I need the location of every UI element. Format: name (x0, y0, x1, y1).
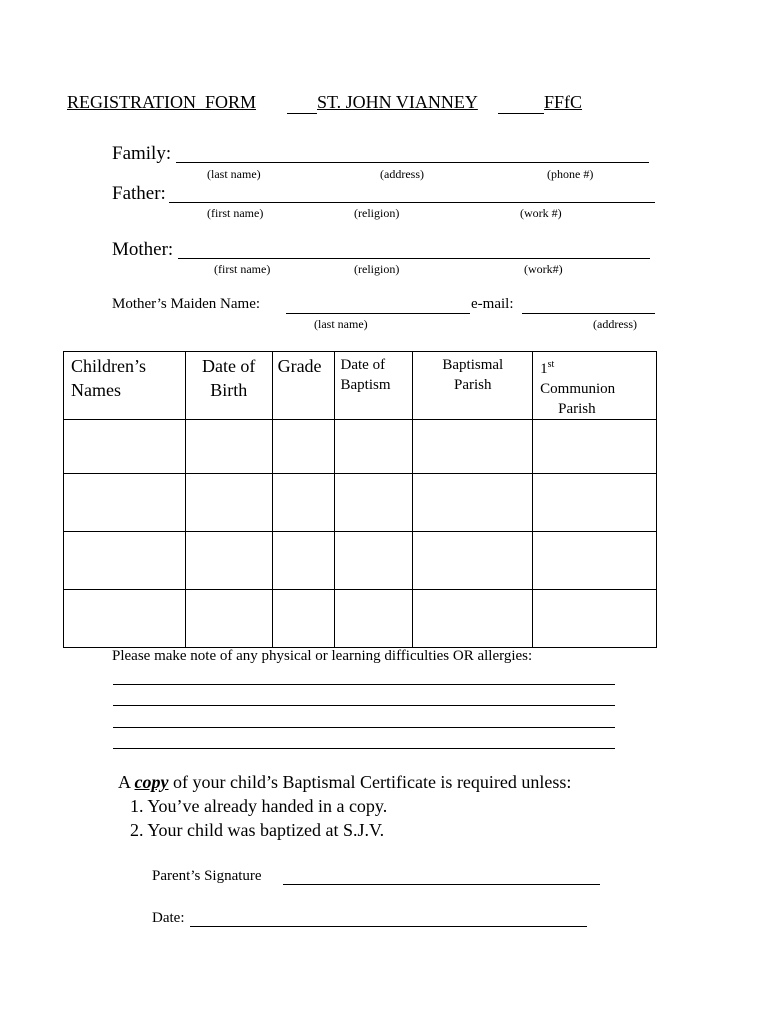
family-sub-address: (address) (380, 167, 424, 181)
cell-grade[interactable] (272, 474, 334, 532)
copy-item-1: 1. You’ve already handed in a copy. (130, 796, 388, 816)
cell-date-of-baptism[interactable] (334, 474, 413, 532)
signature-field[interactable] (283, 884, 600, 885)
mother-field[interactable] (178, 258, 650, 259)
cell-communion-parish[interactable] (533, 590, 657, 648)
cell-date-of-birth[interactable] (185, 532, 272, 590)
father-sub-first-name: (first name) (207, 206, 264, 220)
cell-date-of-birth[interactable] (185, 420, 272, 474)
cell-grade[interactable] (272, 590, 334, 648)
copy-requirement: A copy of your child’s Baptismal Certificate is required unless: (118, 772, 572, 792)
form-title: REGISTRATION FORM (67, 92, 257, 112)
header-date-of-birth: Date of Birth (185, 352, 272, 420)
date-label: Date: (152, 910, 185, 926)
email-sub-address: (address) (593, 317, 637, 331)
header-grade: Grade (272, 352, 334, 420)
date-field[interactable] (190, 926, 587, 927)
mother-sub-first-name: (first name) (214, 262, 271, 276)
cell-communion-parish[interactable] (533, 532, 657, 590)
family-field[interactable] (176, 162, 649, 163)
header-first-communion-parish: 1st Communion Parish (533, 352, 657, 420)
table-row (64, 532, 657, 590)
cell-baptismal-parish[interactable] (413, 590, 533, 648)
email-label: e-mail: (471, 296, 514, 312)
mother-label: Mother: (112, 239, 174, 260)
table-row (64, 590, 657, 648)
cell-date-of-baptism[interactable] (334, 420, 413, 474)
cell-date-of-baptism[interactable] (334, 532, 413, 590)
notes-line-1[interactable] (113, 684, 615, 685)
header-baptismal-parish: Baptismal Parish (413, 352, 533, 420)
header-date-of-baptism: Date of Baptism (334, 352, 413, 420)
cell-baptismal-parish[interactable] (413, 420, 533, 474)
father-sub-work: (work #) (520, 206, 562, 220)
table-row (64, 474, 657, 532)
mother-sub-religion: (religion) (354, 262, 400, 276)
parish-name: ST. JOHN VIANNEY (317, 92, 478, 112)
mother-sub-work: (work#) (524, 262, 563, 276)
notes-prompt: Please make note of any physical or learning difficulties OR allergies: (112, 648, 533, 664)
table-row (64, 420, 657, 474)
cell-child-name[interactable] (64, 532, 186, 590)
email-field[interactable] (522, 313, 655, 314)
maiden-name-field[interactable] (286, 313, 470, 314)
cell-date-of-birth[interactable] (185, 590, 272, 648)
cell-baptismal-parish[interactable] (413, 532, 533, 590)
cell-child-name[interactable] (64, 590, 186, 648)
copy-emphasis: copy (134, 772, 169, 792)
maiden-sub-last-name: (last name) (314, 317, 368, 331)
notes-line-4[interactable] (113, 748, 615, 749)
cell-date-of-birth[interactable] (185, 474, 272, 532)
table-header-row (64, 352, 657, 420)
cell-communion-parish[interactable] (533, 420, 657, 474)
father-field[interactable] (169, 202, 655, 203)
program-code: FFfC (544, 92, 583, 112)
cell-date-of-baptism[interactable] (334, 590, 413, 648)
cell-baptismal-parish[interactable] (413, 474, 533, 532)
father-label: Father: (112, 183, 166, 204)
cell-child-name[interactable] (64, 420, 186, 474)
children-table (63, 351, 657, 648)
cell-communion-parish[interactable] (533, 474, 657, 532)
header-underline-gap-2 (498, 113, 544, 114)
family-label: Family: (112, 143, 172, 164)
family-sub-phone: (phone #) (547, 167, 594, 181)
cell-child-name[interactable] (64, 474, 186, 532)
family-sub-last-name: (last name) (207, 167, 261, 181)
maiden-name-label: Mother’s Maiden Name: (112, 296, 261, 312)
header-underline-gap-1 (287, 113, 317, 114)
notes-line-3[interactable] (113, 727, 615, 728)
father-sub-religion: (religion) (354, 206, 400, 220)
header-childrens-names: Children’s Names (64, 352, 186, 420)
cell-grade[interactable] (272, 420, 334, 474)
signature-label: Parent’s Signature (152, 868, 262, 884)
copy-item-2: 2. Your child was baptized at S.J.V. (130, 820, 385, 840)
cell-grade[interactable] (272, 532, 334, 590)
notes-line-2[interactable] (113, 705, 615, 706)
